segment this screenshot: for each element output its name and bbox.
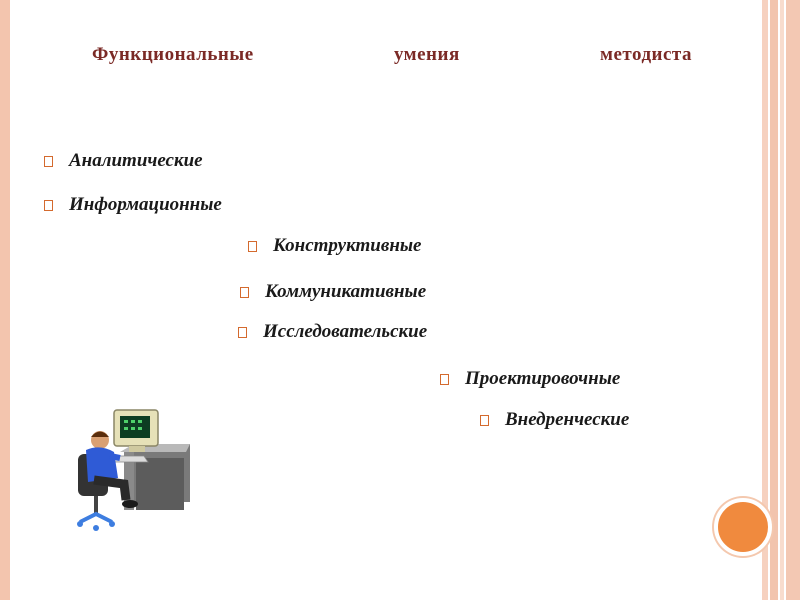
list-item <box>440 368 620 390</box>
right-decor-stripe <box>786 0 800 600</box>
right-decor-stripe <box>770 0 778 600</box>
list-item <box>240 281 426 303</box>
list-item-label: Информационные <box>69 194 222 215</box>
square-bullet-icon <box>238 327 247 338</box>
computer-user-clipart <box>74 404 198 534</box>
list-item <box>238 321 427 343</box>
list-item <box>44 194 222 216</box>
square-bullet-icon <box>440 374 449 385</box>
square-bullet-icon <box>44 156 53 167</box>
list-item-label: Исследовательские <box>263 321 428 342</box>
list-item <box>248 235 421 257</box>
square-bullet-icon <box>248 241 257 252</box>
list-item <box>480 409 629 431</box>
title-word: умения <box>393 44 460 65</box>
list-item-label: Коммуникативные <box>265 281 427 302</box>
left-decor-stripe <box>0 0 10 600</box>
title-word: методиста <box>600 44 692 65</box>
list-item <box>44 150 203 172</box>
square-bullet-icon <box>44 200 53 211</box>
list-item-label: Внедренческие <box>505 409 630 430</box>
decorative-circle <box>714 498 772 556</box>
list-item-label: Конструктивные <box>273 235 422 256</box>
list-item-label: Проектировочные <box>465 368 621 389</box>
title-word: Функциональные <box>92 44 254 65</box>
slide-title <box>92 44 692 66</box>
square-bullet-icon <box>240 287 249 298</box>
right-decor-stripe <box>780 0 784 600</box>
square-bullet-icon <box>480 415 489 426</box>
list-item-label: Аналитические <box>69 150 203 171</box>
